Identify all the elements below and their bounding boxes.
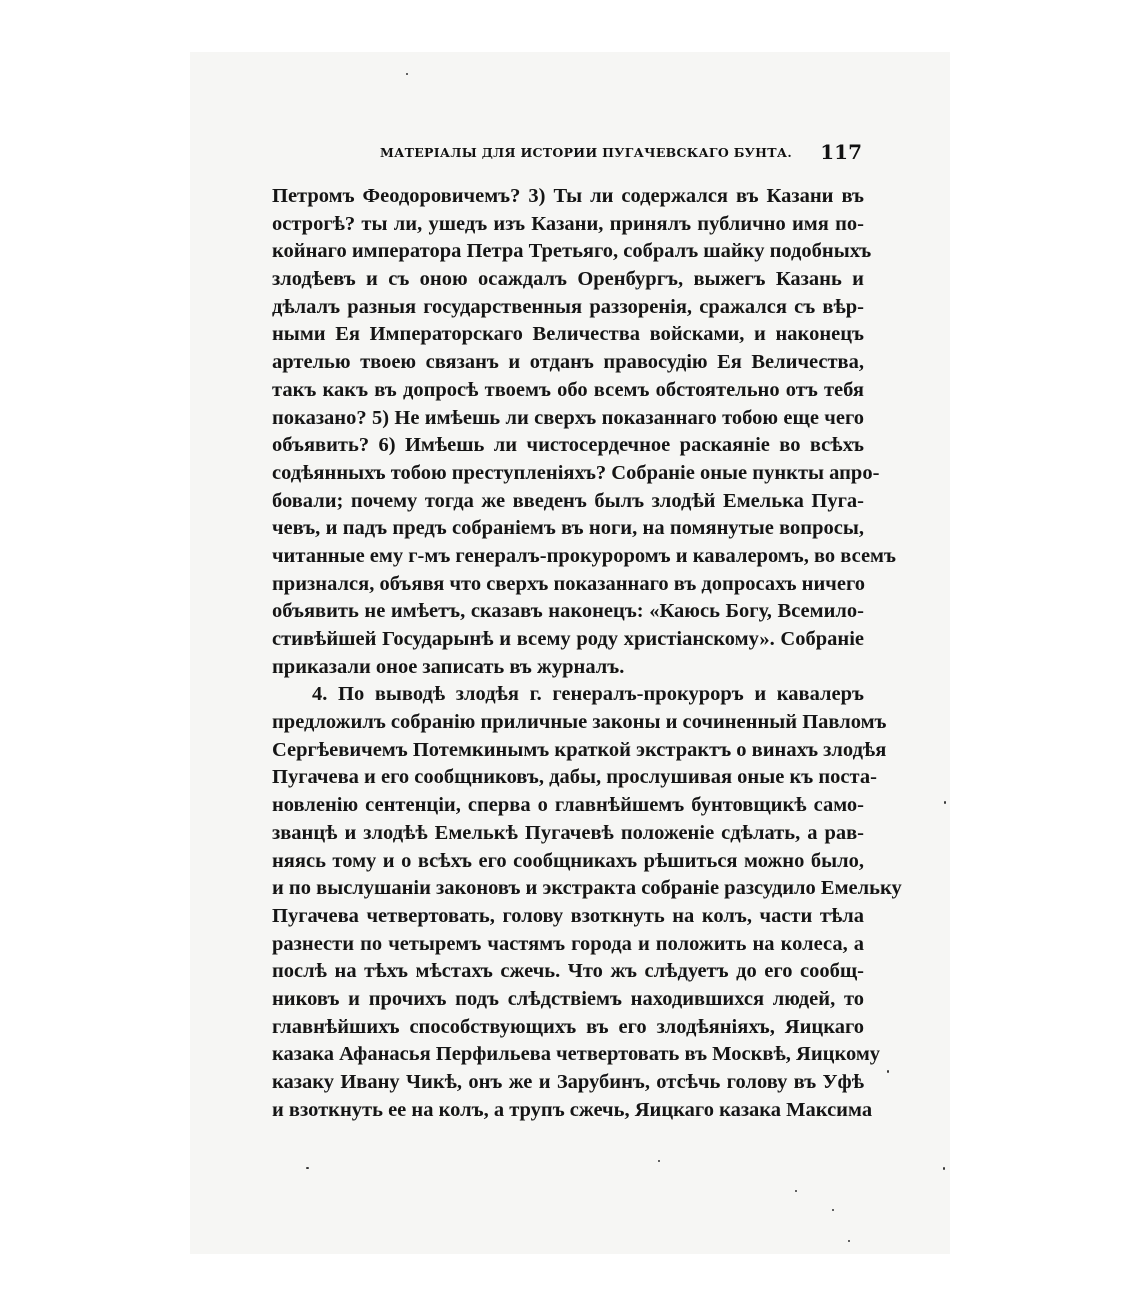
running-title: МАТЕРІАЛЫ ДЛЯ ИСТОРИИ ПУГАЧЕВСКАГО БУНТА. bbox=[380, 145, 792, 160]
text-line: Пугачева четвертовать, голову взоткнуть на колъ, части тѣла bbox=[272, 904, 864, 927]
text-line: казаку Ивану Чикѣ, онъ же и Зарубинъ, отсѣчь голову въ Уфѣ bbox=[272, 1071, 864, 1093]
text-line: и по выслушаніи законовъ и экстракта собраніе разсудило Емельку bbox=[272, 877, 902, 900]
text-line: объявить не имѣетъ, сказавъ наконецъ: «Каюсь Богу, Всемило- bbox=[272, 600, 864, 623]
text-line: ными Ея Императорскаго Величества войсками, и наконецъ bbox=[272, 323, 864, 346]
text-line: казака Афанасья Перфильева четвертовать въ Москвѣ, Яицкому bbox=[272, 1043, 881, 1066]
text-line: признался, объявя что сверхъ показаннаго въ допросахъ ничего bbox=[272, 572, 865, 595]
scan-speck bbox=[944, 801, 946, 804]
text-line: Сергѣевичемъ Потемкинымъ краткой экстрактъ о винахъ злодѣя bbox=[272, 738, 887, 761]
page-number: 117 bbox=[820, 140, 862, 164]
text-line: койнаго императора Петра Третьяго, собралъ шайку подобныхъ bbox=[272, 240, 872, 263]
text-line: такъ какъ въ допросѣ твоемъ обо всемъ обстоятельно отъ тебя bbox=[272, 378, 864, 401]
scan-speck bbox=[848, 1240, 850, 1242]
scan-speck bbox=[658, 1160, 660, 1162]
text-line: содѣянныхъ тобою преступленіяхъ? Собраніе оные пункты апро- bbox=[272, 461, 880, 484]
scan-speck bbox=[887, 1070, 889, 1073]
body-text bbox=[272, 183, 902, 1124]
text-line: Петромъ Феодоровичемъ? 3) Ты ли содержался въ Казани въ bbox=[272, 185, 864, 207]
text-line: новленію сентенціи, сперва о главнѣйшемъ бунтовщикѣ само- bbox=[272, 794, 864, 817]
scan-speck bbox=[832, 1209, 834, 1211]
text-line: острогѣ? ты ли, ушедъ изъ Казани, принялъ публично имя по- bbox=[272, 212, 864, 235]
text-line: чевъ, и падъ предъ собраніемъ въ ноги, на помянутые вопросы, bbox=[272, 517, 864, 540]
text-line: и взоткнуть ее на колъ, а трупъ сжечь, Яицкаго казака Максима bbox=[272, 1098, 873, 1121]
text-line: предложилъ собранію приличные законы и сочиненный Павломъ bbox=[272, 711, 887, 734]
text-line: приказали оное записать въ журналъ. bbox=[272, 655, 625, 678]
text-line: няясь тому и о всѣхъ его сообщникахъ рѣшиться можно было, bbox=[272, 849, 864, 872]
text-line: главнѣйшихъ способствующихъ въ его злодѣяніяхъ, Яицкаго bbox=[272, 1015, 864, 1038]
scan-speck bbox=[943, 1167, 945, 1170]
text-line: Пугачева и его сообщниковъ, дабы, прослушивая оные къ поста- bbox=[272, 766, 877, 789]
text-line: званцѣ и злодѣѣ Емелькѣ Пугачевѣ положеніе сдѣлать, а рав- bbox=[272, 821, 864, 844]
text-line: никовъ и прочихъ подъ слѣдствіемъ находившихся людей, то bbox=[272, 987, 864, 1010]
text-line: послѣ на тѣхъ мѣстахъ сжечь. Что жъ слѣдуетъ до его сообщ- bbox=[272, 960, 864, 983]
text-line: злодѣевъ и съ оною осаждалъ Оренбургъ, выжегъ Казань и bbox=[272, 268, 864, 291]
text-line: показано? 5) Не имѣешь ли сверхъ показаннаго тобою еще чего bbox=[272, 406, 864, 429]
text-line: разнести по четыремъ частямъ города и положить на колеса, а bbox=[272, 932, 864, 955]
text-line: дѣлалъ разныя государственныя раззоренія, сражался съ вѣр- bbox=[272, 295, 864, 318]
text-line: читанные ему г-мъ генералъ-прокуроромъ и кавалеромъ, во всемъ bbox=[272, 544, 896, 567]
text-line: объявить? 6) Имѣешь ли чистосердечное раскаяніе во всѣхъ bbox=[272, 434, 864, 457]
scan-speck bbox=[306, 1167, 309, 1169]
scan-speck bbox=[406, 73, 408, 75]
page-header bbox=[380, 140, 862, 166]
text-line: артелью твоею связанъ и отданъ правосудію Ея Величества, bbox=[272, 351, 864, 374]
scan-speck bbox=[795, 1190, 797, 1192]
text-line: стивѣйшей Государынѣ и всему роду христіанскому». Собраніе bbox=[272, 628, 864, 650]
text-line: бовали; почему тогда же введенъ былъ злодѣй Емелька Пуга- bbox=[272, 489, 864, 512]
paragraph-start-line: 4. По выводѣ злодѣя г. генералъ-прокуроръ и кавалеръ bbox=[312, 683, 864, 706]
